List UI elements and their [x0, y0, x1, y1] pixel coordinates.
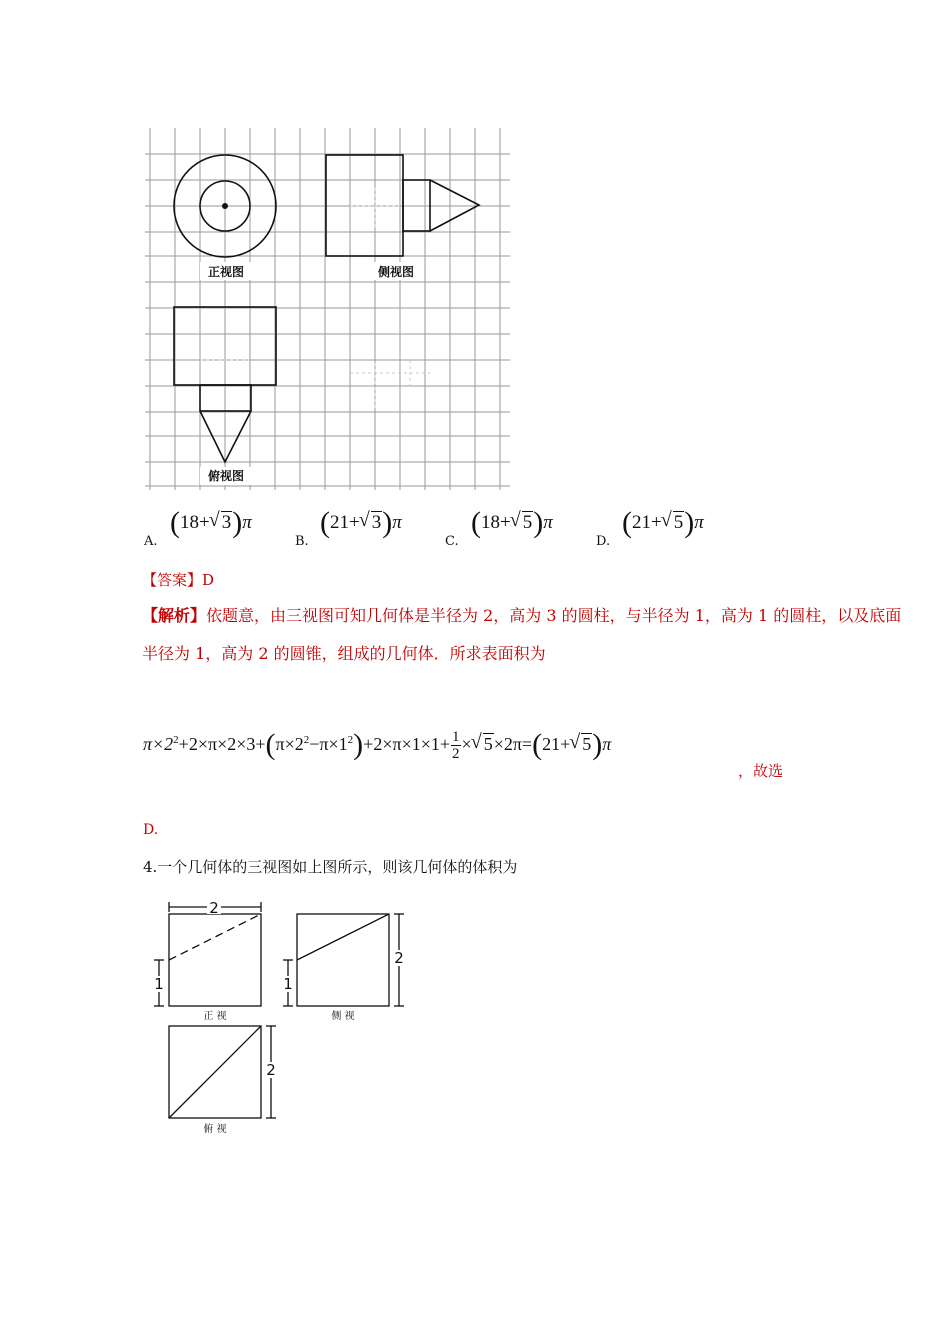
option-b-expression: (21+√ 3)π: [320, 506, 402, 540]
q4-side-caption: 侧 视: [331, 1011, 355, 1022]
fraction-half: $\frac{1}{2}$: [452, 729, 460, 763]
front-view-square: [169, 914, 261, 1006]
side-view-line: [297, 914, 389, 960]
surface-area-formula: $\pi\times 2^2+2\times\pi\times 2\times 3+(\pi\times 2^2-\pi\times 1^2)+2\times\pi\times 1\times 1+$ $\frac{1}{2}$ ×√ 5×2π=(21+√ 5)π: [143, 728, 611, 762]
dim-top-right: 2: [266, 1061, 276, 1079]
dim-top-width: 2: [209, 899, 219, 917]
front-view-dashed-line: [169, 914, 261, 960]
option-a[interactable]: [144, 530, 158, 549]
analysis-label: 【解析】: [142, 606, 207, 625]
side-view-caption: 侧视图: [377, 265, 415, 279]
option-label: B.: [295, 534, 309, 549]
question-4-text: 4.一个几何体的三视图如上图所示，则该几何体的体积为: [143, 858, 518, 876]
ghost-marks: [200, 188, 430, 408]
option-b[interactable]: [295, 530, 309, 549]
option-label: A.: [144, 534, 158, 549]
option-label: C.: [445, 534, 459, 549]
three-view-grid-figure: [145, 128, 510, 490]
front-view-caption: 正视图: [207, 265, 245, 279]
side-view-square: [297, 914, 389, 1006]
analysis-line-1: 依题意，由三视图可知几何体是半径为 2，高为 3 的圆柱，与半径为 1，高为 1 的圆柱，以及底面: [206, 606, 902, 625]
option-d[interactable]: [596, 530, 610, 549]
option-a-expression: (18+√ 3)π: [170, 506, 252, 540]
answer-line: [142, 569, 214, 590]
q4-top-caption: 俯 视: [203, 1124, 227, 1135]
center-dot: [222, 203, 228, 209]
answer-value: D: [202, 571, 215, 589]
grid-lines: [145, 128, 510, 490]
dim-side-right: 2: [394, 949, 404, 967]
option-d-expression: (21+√ 5)π: [622, 506, 704, 540]
option-label: D.: [596, 534, 611, 549]
dim-side-left: 1: [283, 975, 293, 993]
top-view-caption: 俯视图: [207, 469, 245, 483]
analysis-block: [142, 597, 932, 673]
option-c[interactable]: [445, 530, 459, 549]
formula-tail-choice: D.: [143, 822, 159, 838]
analysis-line-2: 半径为 1，高为 2 的圆锥，组成的几何体．所求表面积为: [142, 644, 546, 663]
top-view-diagonal: [169, 1026, 261, 1118]
dim-front-left: 1: [154, 975, 164, 993]
question-4-three-view-figure: [148, 896, 423, 1141]
q4-front-caption: 正 视: [203, 1011, 227, 1022]
formula-tail: ，故选: [738, 762, 784, 780]
answer-label: 【答案】: [142, 571, 203, 589]
option-c-expression: (18+√ 5)π: [471, 506, 553, 540]
